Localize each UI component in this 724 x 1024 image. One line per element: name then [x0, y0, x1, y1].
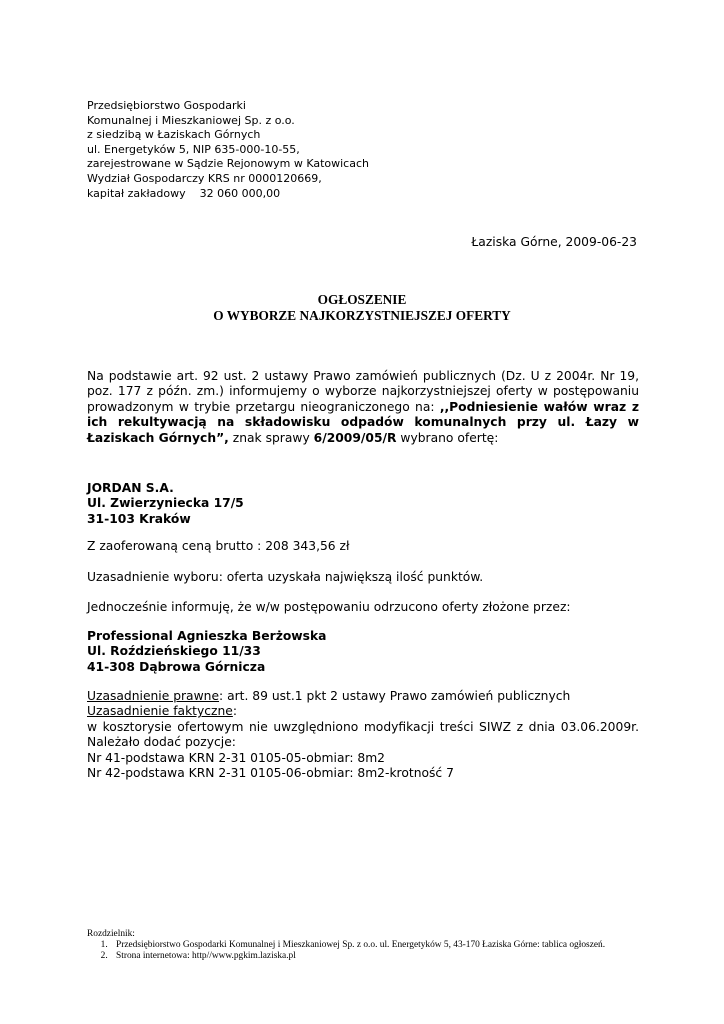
winner-street: Ul. Zwierzyniecka 17/5 — [87, 496, 244, 511]
rejection-grounds — [87, 689, 639, 781]
distribution-item: 1. Przedsiębiorstwo Gospodarki Komunalnej i Mieszkaniowej Sp. z o.o. ul. Energetyków 5, 43-170 Łaziska Górne: tablica ogłoszeń. — [110, 940, 647, 951]
company-line: Przedsiębiorstwo Gospodarki — [87, 99, 246, 112]
distribution-item: 2. Strona internetowa: http//www.pgkim.laziska.pl — [110, 951, 647, 962]
factual-grounds — [87, 704, 639, 719]
position-item: Nr 42-podstawa KRN 2-31 0105-06-obmiar: 8m2-krotność 7 — [87, 766, 454, 781]
company-capital — [87, 187, 369, 202]
intro-text-case: znak sprawy — [228, 430, 314, 445]
winner-name: JORDAN S.A. — [87, 481, 174, 495]
factual-grounds-label: Uzasadnienie faktyczne — [87, 704, 233, 719]
company-line: ul. Energetyków 5, NIP 635-000-10-55, — [87, 142, 300, 156]
legal-grounds-label: Uzasadnienie prawne — [87, 689, 220, 703]
selection-reason: Uzasadnienie wyboru: oferta uzyskała największą ilość punktów. — [87, 570, 484, 584]
place-date: Łaziska Górne, 2009-06-23 — [471, 235, 637, 249]
distribution-list — [87, 929, 647, 962]
winner-city: 31-103 Kraków — [87, 511, 191, 526]
intro-text: Na podstawie art. 92 ust. 2 ustawy Prawo zamówień publicznych (Dz. U z 2004r. Nr 19, poz. 177 z późn. zm.) informujemy o wyborze najkorzystniejszej oferty w postępowaniu prowadzonym w trybie przetargu nieograniczonego na: — [87, 369, 639, 414]
price-line: Z zaoferowaną ceną brutto : 208 343,56 zł — [87, 539, 350, 553]
company-line: Wydział Gospodarczy KRS nr 0000120669, — [87, 171, 322, 185]
rejected-city: 41-308 Dąbrowa Górnicza — [87, 659, 266, 674]
distribution-items — [87, 940, 647, 962]
tender-subject: ,,Podniesienie wałów wraz z ich rekultywacją na składowisku odpadów komunalnych przy ul. Łazy w Łaziskach Górnych”, — [87, 399, 639, 445]
company-header — [87, 99, 369, 201]
company-line: z siedzibą w Łaziskach Górnych — [87, 128, 261, 142]
legal-grounds — [87, 689, 639, 704]
intro-paragraph — [87, 369, 639, 446]
case-number: 6/2009/05/R — [313, 430, 397, 445]
rejected-name: Professional Agnieszka Berżowska — [87, 629, 327, 643]
title-line-2: O WYBORZE NAJKORZYSTNIEJSZEJ OFERTY — [213, 308, 511, 323]
document-title — [0, 292, 724, 324]
capital-label: kapitał zakładowy — [87, 186, 186, 200]
rejected-info: Jednocześnie informuję, że w/w postępowaniu odrzucono oferty złożone przez: — [87, 600, 571, 614]
factual-grounds-text: w kosztorysie ofertowym nie uwzględniono modyfikacji treści SIWZ z dnia 03.06.2009r. Należało dodać pozycje: — [87, 719, 639, 750]
rejected-address — [87, 629, 639, 675]
company-line: Komunalnej i Mieszkaniowej Sp. z o.o. — [87, 113, 295, 127]
title-line-1: OGŁOSZENIE — [317, 292, 407, 307]
legal-grounds-text: : art. 89 ust.1 pkt 2 ustawy Prawo zamówień publicznych — [219, 689, 571, 703]
factual-grounds-colon: : — [232, 704, 238, 719]
distribution-heading: Rozdzielnik: — [87, 929, 135, 939]
capital-value: 32 060 000,00 — [199, 186, 281, 200]
rejected-street: Ul. Roździeńskiego 11/33 — [87, 644, 261, 659]
winner-address — [87, 481, 639, 527]
intro-text-end: wybrano ofertę: — [396, 430, 499, 445]
position-item: Nr 41-podstawa KRN 2-31 0105-05-obmiar: 8m2 — [87, 750, 386, 765]
company-line: zarejestrowane w Sądzie Rejonowym w Katowicach — [87, 157, 369, 171]
